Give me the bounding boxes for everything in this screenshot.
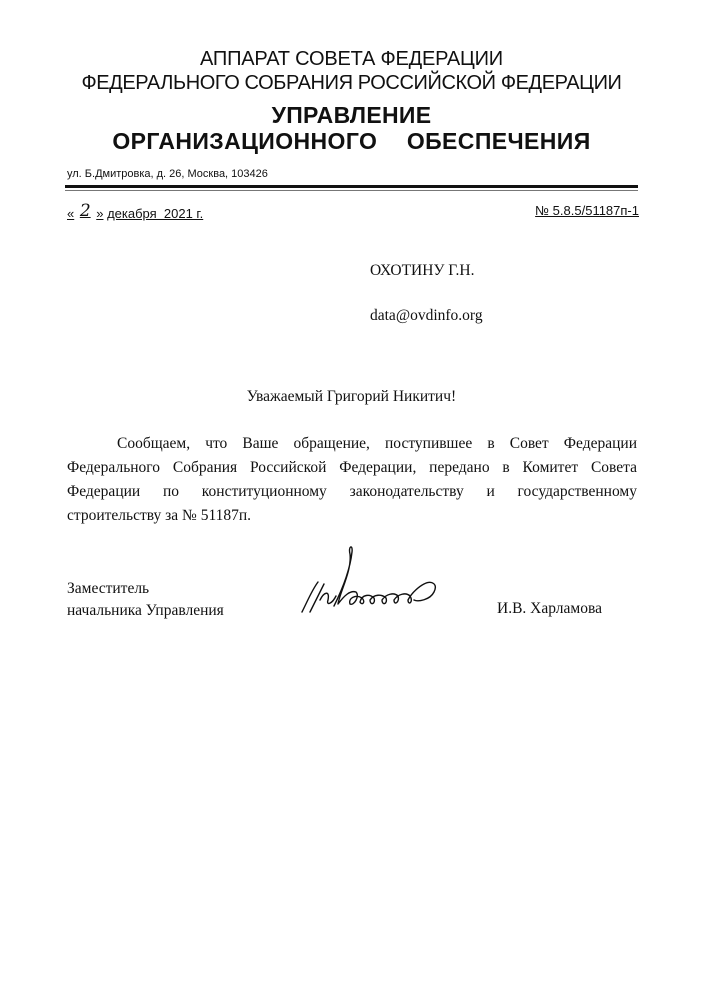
recipient-name: ОХОТИНУ Г.Н. [370,262,475,279]
signer-title-line1: Заместитель [67,580,150,597]
recipient-email: data@ovdinfo.org [370,307,483,324]
registration-number: № 5.8.5/51187п-1 [535,203,639,218]
date-open-quote: « [67,206,75,221]
signature-stroke [302,547,435,612]
date-day-handwritten: 2 [79,201,91,221]
department-name-line2: ОРГАНИЗАЦИОННОГО ОБЕСПЕЧЕНИЯ [112,128,591,154]
org-name-line2: ФЕДЕРАЛЬНОГО СОБРАНИЯ РОССИЙСКОЙ ФЕДЕРАЦИИ [81,72,622,94]
date-month-year: декабря 2021 г. [107,206,204,221]
letter-body: Сообщаем, что Ваше обращение, поступившее в Совет Федерации Федерального Собрания Российской Федерации, передано в Комитет Совета Федерации по конституционному законодательству и государственному строительству за № 51187п. [67,435,637,524]
date-close-quote: » [96,206,104,221]
letterhead-rule [65,185,638,188]
handwritten-signature [290,540,470,620]
signer-title [67,578,224,622]
salutation: Уважаемый Григорий Никитич! [246,388,457,405]
signer-title-line2: начальника Управления [67,602,224,619]
letterhead-address: ул. Б.Дмитровка, д. 26, Москва, 103426 [67,168,268,180]
letter-date [67,203,203,223]
org-name-line1: АППАРАТ СОВЕТА ФЕДЕРАЦИИ [200,48,503,70]
department-name-line1: УПРАВЛЕНИЕ [271,102,432,128]
letterhead-rule-thin [65,190,638,191]
signer-name: И.В. Харламова [497,600,602,617]
